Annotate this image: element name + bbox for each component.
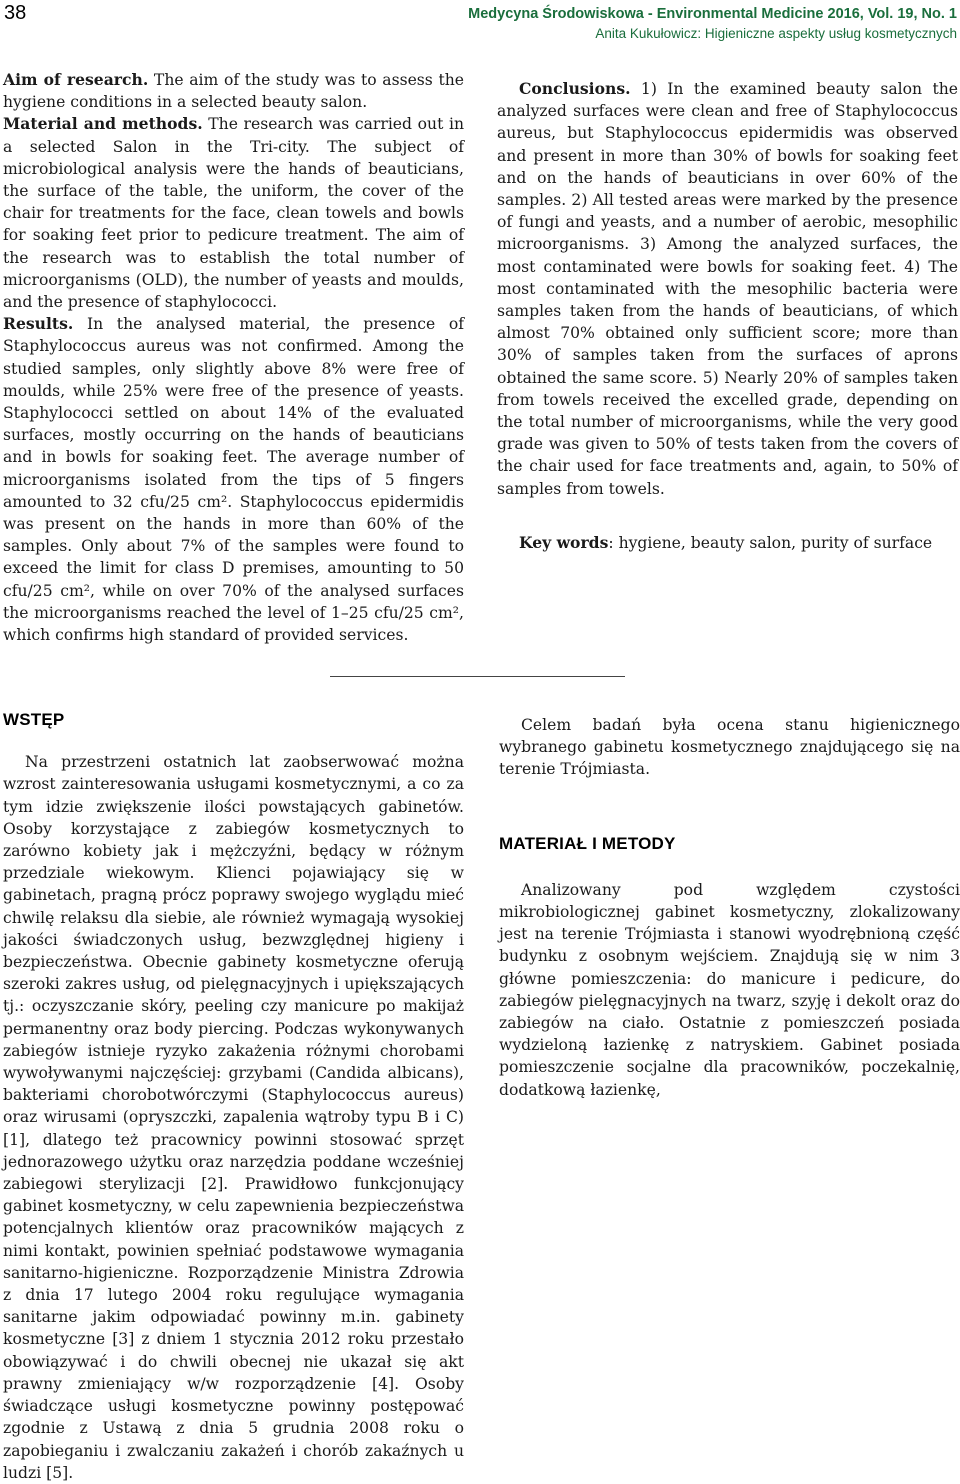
abstract-conclusions — [497, 78, 958, 500]
abstract-methods — [3, 113, 464, 313]
intro-heading: WSTĘP — [3, 710, 65, 729]
body-left-column — [3, 709, 464, 1484]
abstract-aim — [3, 69, 464, 113]
conclusions-label: Conclusions. — [519, 79, 631, 98]
abstract-keywords — [497, 532, 958, 554]
methods-heading: MATERIAŁ I METODY — [499, 833, 676, 853]
abstract-left-column — [3, 69, 464, 646]
abstract-divider — [330, 676, 625, 677]
intro-paragraph-2: Celem badań była ocena stanu higienicznego wybranego gabinetu kosmetycznego znajdującego się na terenie Trójmiasta. — [499, 716, 960, 779]
results-label: Results. — [3, 314, 74, 334]
running-author-title: Anita Kukułowicz: Higieniczne aspekty usług kosmetycznych — [595, 26, 957, 41]
results-text: In the analysed material, the presence of Staphylococcus aureus was not confirmed. Among the studied samples, only slightly above 8% were free of moulds, while 25% were free of the presence of yeasts. Staphylococci settled on about 14% of the evaluated surfaces, mostly occurring on the hands of beauticians and in bowls for soaking feet. The average number of microorganisms isolated from the tips of 5 fingers amounted to 32 cfu/25 cm². Staphylococcus epidermidis was present on the hands in more than 60% of the samples. Only about 7% of the samples were found to exceed the limit for class D premises, amounting to 50 cfu/25 cm², while on over 70% of the analysed surfaces the microorganisms reached the level of 1–25 cfu/25 cm², which confirms high standard of provided services. — [3, 315, 464, 645]
aim-text: The aim of the study was to assess the hygiene conditions in a selected beauty salon. — [3, 71, 464, 112]
body-right-column — [499, 714, 960, 1101]
keywords-label: Key words — [519, 532, 609, 552]
keywords-text: : hygiene, beauty salon, purity of surface — [608, 533, 933, 552]
aim-label: Aim of research. — [3, 70, 149, 89]
abstract-right-column — [497, 78, 958, 554]
methods-paragraph-1: Analizowany pod względem czystości mikrobiologicznej gabinet kosmetyczny, zlokalizowany jest na terenie Trójmiasta i stanowi wyodrębnioną część budynku z osobnym wejściem. Znajdują się w nim 3 główne pomieszczenia: do manicure i pedicure, do zabiegów pielęgnacyjnych na twarz, szyję i dekolt oraz do zabiegów na ciało. Ostatnie z pomieszczeń posiada wydzieloną łazienkę z natryskiem. Gabinet posiada pomieszczenie socjalne dla pracowników, poczekalnię, dodatkową łazienkę, — [499, 880, 960, 1099]
page-number: 38 — [4, 2, 27, 24]
methods-label: Material and methods. — [3, 114, 203, 134]
abstract-results — [3, 313, 464, 646]
journal-title: Medycyna Środowiskowa - Environmental Medicine 2016, Vol. 19, No. 1 — [468, 6, 957, 22]
conclusions-text: 1) In the examined beauty salon the analyzed surfaces were clean and free of Staphylococcus aureus, but Staphylococcus epidermidis was observed and present in more than 30% of bowls for soaking feet and on the hands of beauticians in over 60% of the samples. 2) All tested areas were marked by the presence of fungi and yeasts, and a number of aerobic, mesophilic microorganisms. 3) Among the analyzed surfaces, the most contaminated were bowls for soaking feet. 4) The most contaminated with the mesophilic bacteria were samples taken from the hands of beauticians, of which almost 70% obtained only sufficient score; more than 30% of samples taken from the surfaces of aprons obtained the same score. 5) Nearly 20% of samples taken from towels received the excelled grade, depending on the total number of microorganisms, while the very good grade was given to 50% of tests taken from the covers of the chair used for face treatments and, again, to 50% of samples from towels. — [497, 80, 958, 498]
intro-paragraph-1: Na przestrzeni ostatnich lat zaobserwować można wzrost zainteresowania usługami kosmetycznymi, a co za tym idzie zwiększenie ilości powstających gabinetów. Osoby korzystające z zabiegów kosmetycznych to zarówno kobiety jak i mężczyźni, będący w różnym przedziale wiekowym. Klienci pojawiający się w gabinetach, pragną prócz poprawy swojego wyglądu mieć chwilę relaksu dla siebie, ale również wymagają wysokiej jakości świadczonych usług, bezwzględnej higieny i bezpieczeństwa. Obecnie gabinety kosmetyczne oferują szeroki zakres usług, od pielęgnacyjnych i upiększających tj.: oczyszczanie skóry, peeling czy manicure po makijaż permanentny oraz body piercing. Podczas wykonywanych zabiegów istnieje ryzyko zakażenia różnymi chorobami wywoływanymi najczęściej: grzybami (Candida albicans), bakteriami chorobotwórczymi (Staphylococcus aureus) oraz wirusami (opryszczki, zapalenia wątroby typu B i C) [1], dlatego też pracownicy powinni stosować sprzęt jednorazowego użytku oraz narzędzia poddane wcześniej zabiegowi sterylizacji [2]. Prawidłowo funkcjonujący gabinet kosmetyczny, w celu zapewnienia bezpieczeństwa potencjalnych klientów oraz pracowników mających z nimi kontakt, powinien spełniać podstawowe wymagania sanitarno-higieniczne. Rozporządzenie Ministra Zdrowia z dnia 17 lutego 2004 roku regulujące wymagania sanitarne jakim odpowiadać powinny m.in. gabinety kosmetyczne [3] z dniem 1 stycznia 2012 roku przestało obowiązywać i do chwili obecnej nie ukazał się akt prawny zmieniający w/w rozporządzenie [4]. Osoby świadczące usługi kosmetyczne powinny postępować zgodnie z Ustawą z dnia 5 grudnia 2008 roku o zapobieganiu i zwalczaniu zakażeń i chorób zakaźnych u ludzi [5]. — [3, 753, 464, 1482]
methods-text: The research was carried out in a selected Salon in the Tri-city. The subject of microbiological analysis were the hands of beauticians, the surface of the table, the uniform, the cover of the chair for treatments for the face, clean towels and bowls for soaking feet prior to pedicure treatment. The aim of the research was to establish the total number of microorganisms (OLD), the number of yeasts and moulds, and the presence of staphylococci. — [3, 115, 464, 312]
